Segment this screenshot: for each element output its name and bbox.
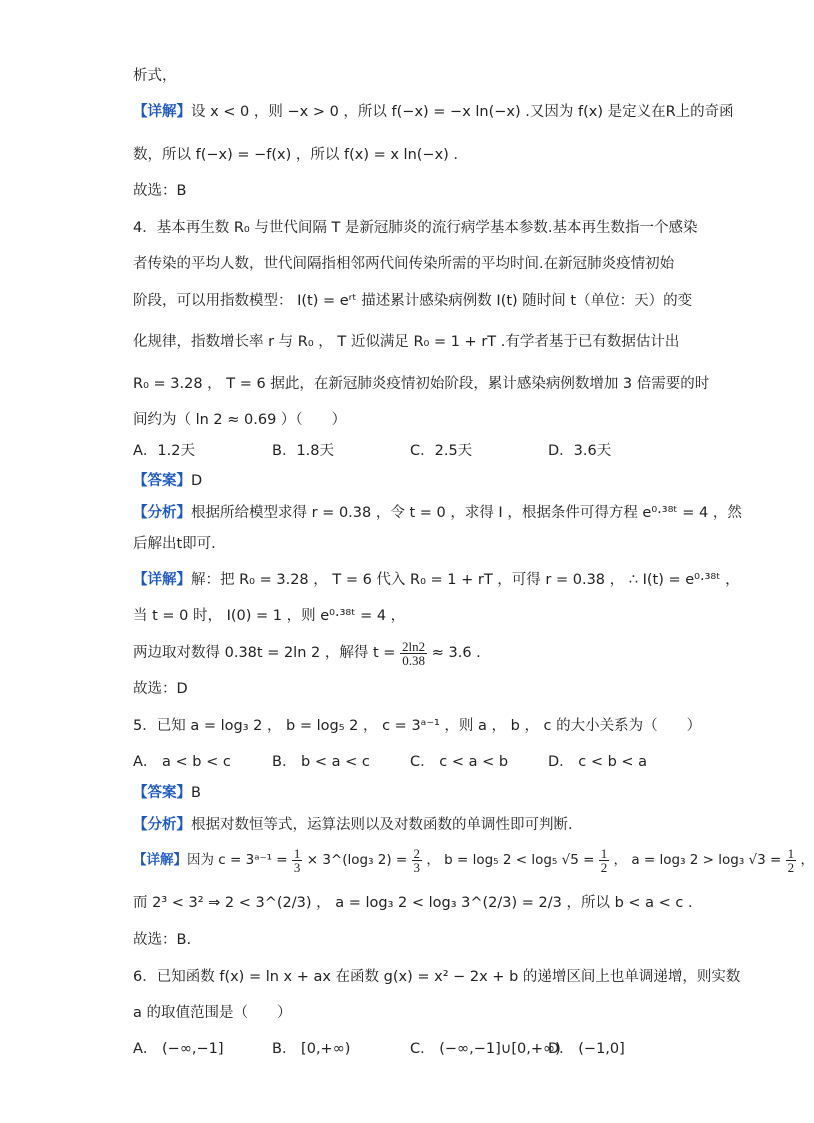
option-a: A．1.2天 xyxy=(133,443,195,459)
detail-tag: 【详解】 xyxy=(133,852,187,868)
question-6-line: 6．已知函数 f(x) = ln x + ax 在函数 g(x) = x² − 2x + b 的递增区间上也单调递增，则实数 xyxy=(133,969,741,985)
question-4-line: R₀ = 3.28 ， T = 6 据此，在新冠肺炎疫情初始阶段，累计感染病例数增加 3 倍需要的时 xyxy=(133,376,710,392)
fraction-numerator: 1 xyxy=(600,845,608,861)
answer-line xyxy=(133,783,201,803)
detail-text: ， xyxy=(800,852,814,868)
question-6-line: a 的取值范围是（ ） xyxy=(133,1005,292,1021)
fraction-denominator: 0.38 xyxy=(402,652,425,668)
option-c: C． c < a < b xyxy=(410,754,509,770)
fraction xyxy=(292,847,303,874)
detail-text: 设 x < 0 ，则 −x > 0 ，所以 f(−x) = −x ln(−x) .又因为 f(x) 是定义在R上的奇函 xyxy=(191,104,734,120)
choice-line: 故选：D xyxy=(133,681,188,697)
detail-text: ， b = log₅ 2 < log₅ √5 = xyxy=(426,852,595,868)
analysis-tag: 【分析】 xyxy=(133,817,191,833)
option-c: C．2.5天 xyxy=(410,443,473,459)
detail-text: ≈ 3.6 . xyxy=(431,645,481,661)
fraction xyxy=(786,847,797,874)
fraction-denominator: 2 xyxy=(600,859,608,875)
question-4-line: 化规律，指数增长率 r 与 R₀ ， T 近似满足 R₀ = 1 + rT .有学者基于已有数据估计出 xyxy=(133,334,680,350)
detail-tag: 【详解】 xyxy=(133,104,191,120)
detail-tag: 【详解】 xyxy=(133,572,191,588)
choice-line: 故选：B. xyxy=(133,932,192,948)
option-d: D．3.6天 xyxy=(548,443,612,459)
detail-line xyxy=(133,570,740,590)
detail-line: 当 t = 0 时， I(0) = 1 ，则 e⁰·³⁸ᵗ = 4 ， xyxy=(133,608,406,624)
analysis-line: 后解出t即可. xyxy=(133,536,216,552)
detail-text: 解：把 R₀ = 3.28 ， T = 6 代入 R₀ = 1 + rT ，可得 r = 0.38 ， ∴ I(t) = e⁰·³⁸ᵗ ， xyxy=(191,572,740,588)
analysis-text: 根据对数恒等式，运算法则以及对数函数的单调性即可判断. xyxy=(191,817,573,833)
detail-line xyxy=(133,845,814,875)
fraction-denominator: 3 xyxy=(413,859,421,875)
option-b: B．1.8天 xyxy=(272,443,335,459)
question-5-line: 5．已知 a = log₃ 2 ， b = log₅ 2 ， c = 3ᵃ⁻¹ ，则 a ， b ， c 的大小关系为（ ） xyxy=(133,718,702,734)
fraction xyxy=(412,847,423,874)
analysis-text: 根据所给模型求得 r = 0.38 ，令 t = 0 ，求得 I ，根据条件可得方程 e⁰·³⁸ᵗ = 4 ，然 xyxy=(191,505,742,521)
option-d: D． c < b < a xyxy=(548,754,648,770)
question-4-line: 者传染的平均人数，世代间隔指相邻两代间传染所需的平均时间.在新冠肺炎疫情初始 xyxy=(133,256,675,272)
answer-tag: 【答案】 xyxy=(133,473,191,489)
question-4-line: 4．基本再生数 R₀ 与世代间隔 T 是新冠肺炎的流行病学基本参数.基本再生数指一个感染 xyxy=(133,220,698,236)
fraction-numerator: 2 xyxy=(413,845,421,861)
choice-line: 故选：B xyxy=(133,183,187,199)
detail-line xyxy=(133,102,734,122)
option-b: B． b < a < c xyxy=(272,754,370,770)
detail-text: × 3^(log₃ 2) = xyxy=(306,852,408,868)
text-line: 数，所以 f(−x) = −f(x) ，所以 f(x) = x ln(−x) . xyxy=(133,147,459,163)
detail-text: 因为 c = 3ᵃ⁻¹ = xyxy=(187,852,288,868)
question-4-line: 阶段，可以用指数模型： I(t) = eʳᵗ 描述累计感染病例数 I(t) 随时间 t（单位：天）的变 xyxy=(133,293,693,309)
analysis-tag: 【分析】 xyxy=(133,505,191,521)
question-4-line: 间约为（ ln 2 ≈ 0.69 ）（ ） xyxy=(133,412,347,428)
analysis-line xyxy=(133,503,742,523)
detail-line xyxy=(133,638,481,668)
answer-line xyxy=(133,471,202,491)
fraction-denominator: 2 xyxy=(787,859,795,875)
fraction-numerator: 1 xyxy=(293,845,301,861)
fraction-denominator: 3 xyxy=(293,859,301,875)
analysis-line xyxy=(133,815,573,835)
fraction xyxy=(599,847,610,874)
option-c: C． (−∞,−1]∪[0,+∞) xyxy=(410,1041,561,1057)
detail-line: 而 2³ < 3² ⇒ 2 < 3^(2/3) ， a = log₃ 2 < log₃ 3^(2/3) = 2/3 ，所以 b < a < c . xyxy=(133,895,693,911)
detail-text: ， a = log₃ 2 > log₃ √3 = xyxy=(613,852,782,868)
text-line: 析式， xyxy=(133,68,177,84)
answer-tag: 【答案】 xyxy=(133,785,191,801)
fraction-numerator: 1 xyxy=(787,845,795,861)
detail-text: 两边取对数得 0.38t = 2ln 2 ，解得 t = xyxy=(133,645,396,661)
fraction-numerator: 2ln2 xyxy=(402,638,426,654)
option-b: B． [0,+∞) xyxy=(272,1041,351,1057)
fraction xyxy=(400,640,427,667)
option-d: D． (−1,0] xyxy=(548,1041,625,1057)
answer-value: B xyxy=(191,785,201,801)
answer-value: D xyxy=(191,473,203,489)
option-a: A． (−∞,−1] xyxy=(133,1041,224,1057)
option-a: A． a < b < c xyxy=(133,754,231,770)
